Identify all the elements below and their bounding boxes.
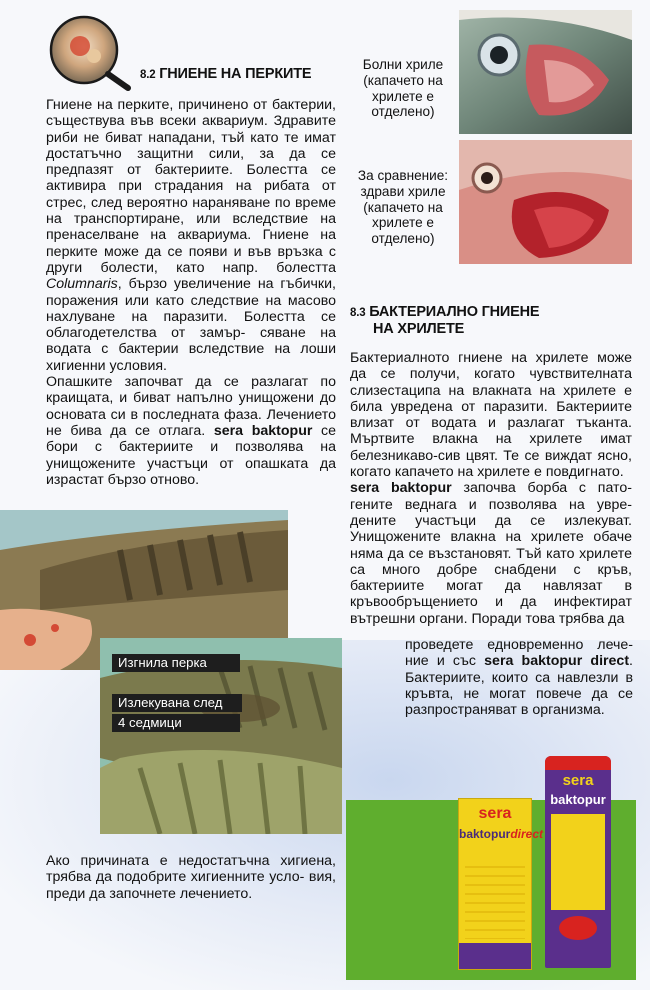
gill-rot-paragraph-2 [350, 480, 632, 627]
bottle-fish-icon [559, 916, 597, 940]
text-line: Опашките започват да се разлагат по [46, 374, 336, 391]
caption-line: отделено) [371, 104, 435, 120]
product-box-baktopur-direct [458, 798, 544, 970]
text-line: бактериите могат да навлязат в [350, 578, 632, 595]
text-line: на масово нахлуване на паразити. [46, 292, 336, 325]
columnaris-term: Columnaris [46, 276, 118, 293]
text-line: влизат от водата и разлагат тъканта. [350, 415, 632, 432]
text-line: Болестта се облагодетелства от замър- [46, 308, 336, 342]
product-bottle-brand: sera [562, 772, 594, 789]
section-8-2-body [46, 97, 336, 488]
bottle-label-area [551, 814, 605, 910]
text-line: краищата, и биват напълно унищожени [46, 390, 314, 407]
text-line: Ако причината е недостатъчна хигиена, [46, 853, 336, 869]
section-8-2-number: 8.2 [140, 69, 156, 81]
hygiene-note [46, 853, 336, 902]
gill-rot-paragraph-2-end [405, 637, 633, 718]
section-8-3-title-line1: БАКТЕРИАЛНО ГНИЕНЕ [369, 304, 540, 320]
text-line: Бактериалното гниене на хрилете може [350, 350, 632, 366]
section-8-3-heading [350, 304, 539, 337]
healthy-gills-caption [348, 168, 458, 247]
text-line: гъбички, поражения или като следствие [46, 276, 336, 309]
section-8-3-number: 8.3 [350, 307, 366, 319]
text-line: вероятно нараняване по време на [46, 194, 336, 228]
text-line: Лечението не бива да се отлага. [46, 406, 336, 439]
sick-gills-caption [350, 57, 456, 120]
brand-sera-baktopur-direct: sera baktopur direct [484, 653, 630, 670]
caption-line: отделено) [371, 231, 435, 247]
healthy-gills-photo [459, 140, 632, 264]
text-line: започва борба с пато- [451, 480, 632, 497]
text-line: се бори с бактериите и [46, 422, 336, 456]
hygiene-paragraph [46, 853, 336, 902]
text-line: до основата си в последната фаза. [46, 390, 336, 423]
text-line: няма да се възстановят. Тъй като [350, 545, 575, 562]
product-box-name-suffix: direct [510, 827, 544, 841]
sick-gills-photo [459, 10, 632, 134]
rotten-fin-label: Изгнила перка [112, 654, 240, 672]
text-line: в кръвта, не могат повече да се [405, 669, 633, 702]
fin-rot-paragraph-2 [46, 374, 336, 488]
text-line: ясно, когато капачето на хрилете е [350, 447, 632, 481]
text-line: сяване на водата с бактерии вследствие [46, 325, 336, 358]
text-line: белезникаво-сив цвят. Те се виждат [350, 447, 593, 464]
brand-baktopur: baktopur [251, 422, 313, 439]
caption-line: (капачето на [363, 199, 443, 215]
text-line: транспортиране, или вследствие на [73, 211, 336, 228]
text-line: бактериите. Болестта се активира при [46, 162, 336, 195]
section-8-2-heading [140, 66, 311, 83]
product-bottle-name: baktopur [550, 792, 606, 807]
product-box-name: baktopur [459, 827, 511, 841]
text-line: трябва да подобрите хигиенните усло- [46, 869, 305, 886]
section-8-3-body [350, 350, 632, 627]
text-line: нападани, тъй като те имат достатъчно [46, 129, 336, 162]
text-line: била увредена от паразити. Бактериите [350, 398, 632, 415]
text-line: на лоши хигиенни условия. [46, 341, 336, 374]
healed-after-label-2: 4 седмици [112, 714, 240, 732]
text-line: позволява на унищожените участъци от [46, 439, 336, 472]
text-line: ние и със [405, 653, 485, 670]
text-line: перките може да се появи и във връзка с [46, 243, 336, 260]
gill-rot-paragraph-1 [350, 350, 632, 480]
text-line: дените участъци да се излекуват. [350, 512, 632, 529]
brand-sera: sera [213, 422, 244, 439]
text-line: Мъртвите влакна на хрилете имат [350, 431, 632, 448]
text-line: вътрешни органи. Поради това трябва да [350, 610, 625, 627]
product-bottle-baktopur [545, 756, 611, 968]
caption-line: хрилете е [372, 215, 434, 231]
fin-rot-paragraph-1 [46, 97, 336, 374]
text-line: вия, преди да започнете лечението. [46, 869, 336, 902]
text-line: защитни сили, за да се предпазят от [46, 145, 336, 179]
text-line: опашката да израстат бързо отново. [46, 455, 336, 488]
text-line: аквариум. Здравите риби не биват [46, 113, 336, 146]
text-line: бактерии, съществува във всеки [46, 97, 336, 130]
text-line: , бързо увеличение на [117, 276, 274, 293]
text-line: да се получи, когато чувствителната [350, 366, 632, 383]
text-line: други болести, като напр. болестта [46, 259, 336, 276]
healed-after-label-1: Излекувана след [112, 694, 242, 712]
text-line: повдигнато. [545, 464, 624, 481]
caption-line: Болни хриле [362, 57, 444, 72]
caption-line: хрилете е [372, 88, 434, 104]
text-line: хрилете са много добре снабдени с кръв, [350, 545, 632, 578]
text-line: гените веднага и позволява на увре- [350, 496, 632, 513]
text-line: пренаселване на аквариума. Гниене на [46, 227, 336, 244]
text-line: разпространяват в организма. [405, 702, 605, 719]
caption-line: (капачето на [363, 72, 443, 88]
text-line: кръвообръщението и да инфектират [350, 594, 632, 611]
caption-line: За сравнение: [357, 168, 449, 183]
caption-line: здрави хриле [360, 183, 446, 199]
text-line: . [629, 653, 633, 670]
text-line: слизестаципа на влакната на хрилете е [350, 382, 632, 399]
section-8-2-title: ГНИЕНЕ НА ПЕРКИТЕ [159, 66, 312, 82]
product-box-stripes [465, 859, 525, 939]
product-box-base [459, 943, 531, 969]
text-line: Унищожените влакна на хрилете обаче [350, 529, 632, 546]
product-box-brand: sera [478, 805, 512, 822]
text-line: Гниене на перките, причинено от [46, 97, 268, 113]
brand-sera-baktopur: sera baktopur [350, 480, 452, 497]
text-line: Бактериите, които са навлезли [405, 669, 619, 686]
section-8-3-title-line2: НА ХРИЛЕТЕ [373, 321, 465, 337]
text-line: страдания на рибата от стрес, след [46, 178, 336, 211]
section-8-3-body-indented [405, 637, 633, 718]
bottle-cap [545, 756, 611, 770]
text-line: проведете едновременно лече- [405, 637, 633, 653]
magnifier-icon [44, 14, 136, 92]
